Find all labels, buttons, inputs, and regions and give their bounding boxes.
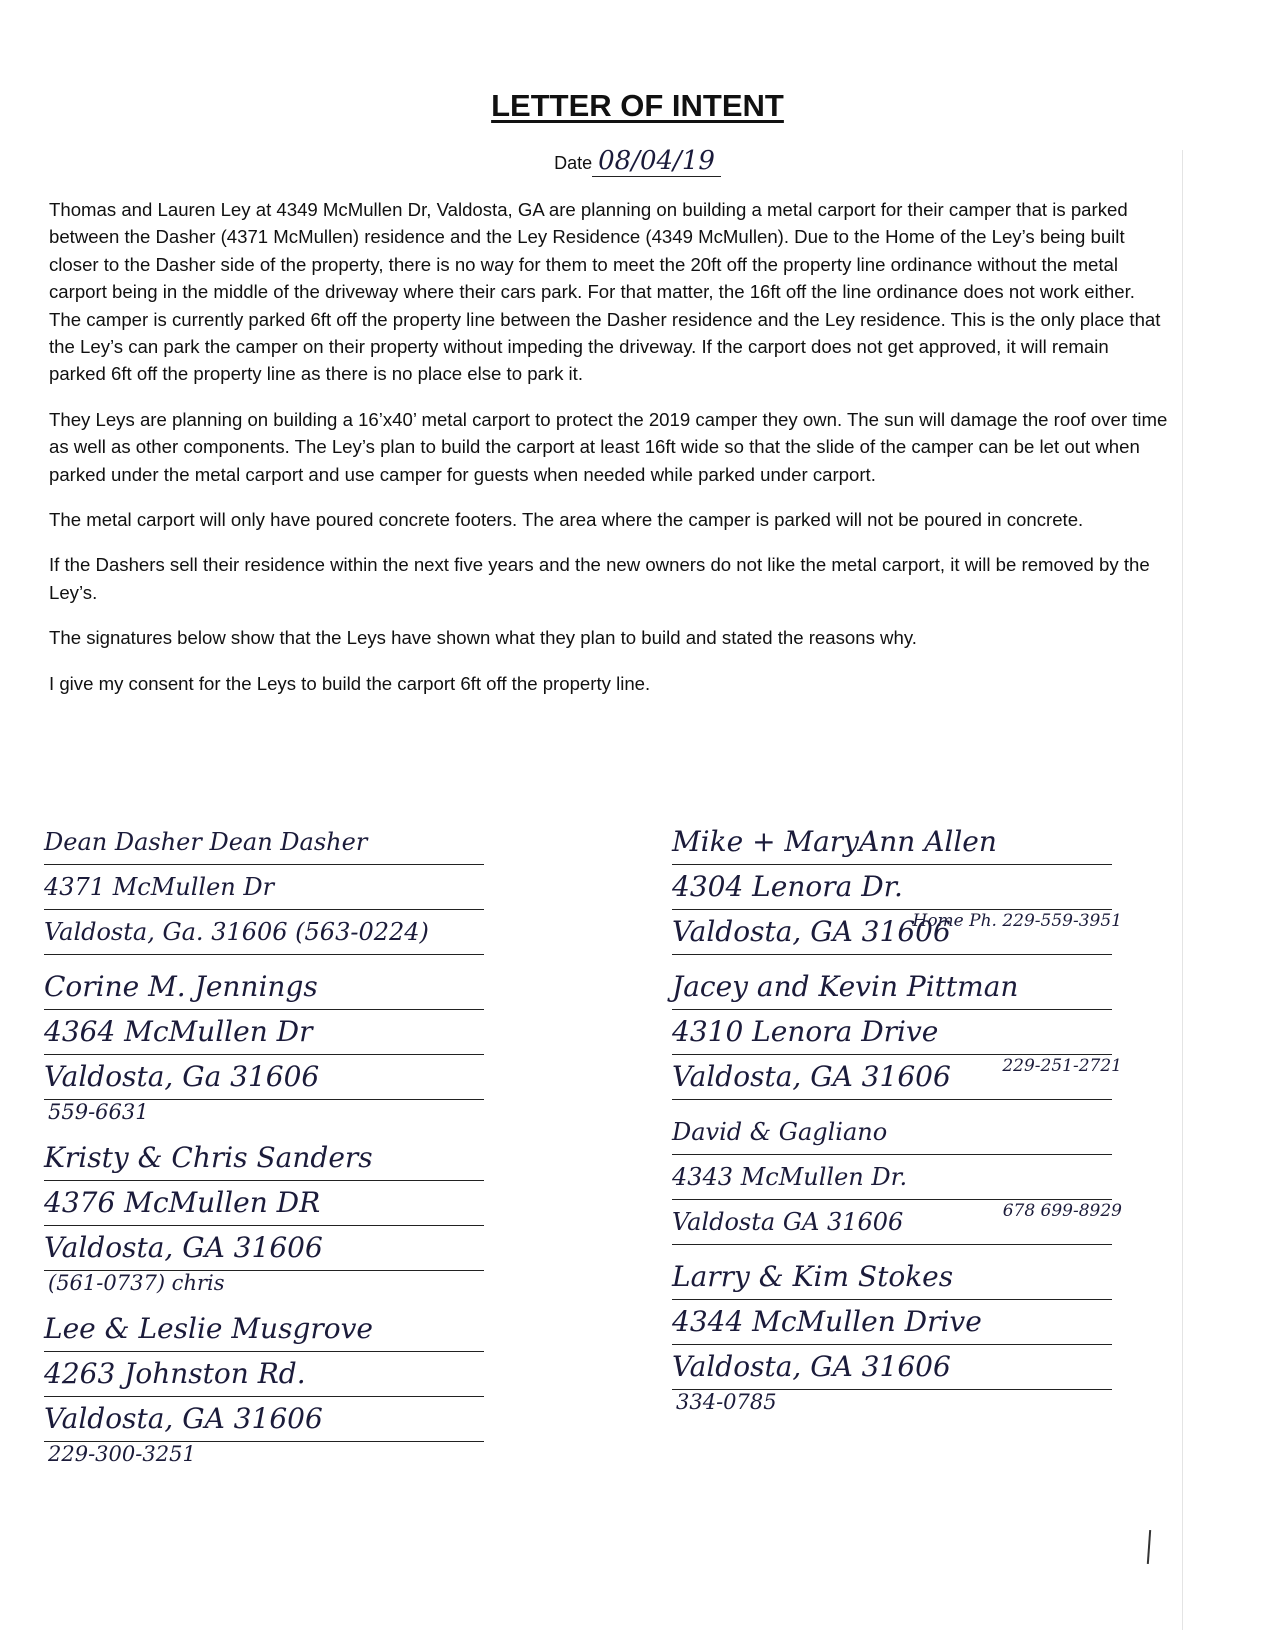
paragraph: Thomas and Lauren Ley at 4349 McMullen Dr, Valdosta, GA are planning on building a metal carport for their camper that is parked between the Dasher (4371 McMullen) residence and the Ley Residence (4349 McMullen). Due to the Home of the Ley’s being built closer to the Dasher side of the property, there is no way for them to meet the 20ft off the property line ordinance without the metal carport being in the middle of the driveway where their cars park. For that matter, the 16ft off the line ordinance does not work either. The camper is currently parked 6ft off the property line between the Dasher residence and the Ley residence. This is the only place that the Ley’s can park the camper on their property without impeding the driveway. If the carport does not get approved, it will remain parked 6ft off the property line as there is no place else to park it. <box>49 199 1161 385</box>
signature-street: 4304 Lenora Dr. <box>672 865 1112 910</box>
paragraph: If the Dashers sell their residence within the next five years and the new owners do not like the metal carport, it will be removed by the Ley’s. <box>49 554 1150 603</box>
signature-phone: 678 699-8929 <box>1002 1201 1122 1221</box>
signature-name: Corine M. Jennings <box>44 965 484 1010</box>
signature-phone: 229-300-3251 <box>48 1442 196 1466</box>
signature-name: Jacey and Kevin Pittman <box>672 965 1112 1010</box>
date-value: 08/04/19 <box>592 146 721 177</box>
signature-street: 4376 McMullen DR <box>44 1181 484 1226</box>
paragraph: They Leys are planning on building a 16’x40’ metal carport to protect the 2019 camper they own. The sun will damage the roof over time as well as other components. The Ley’s plan to build the carport at least 16ft wide so that the slide of the camper can be let out when parked under the metal carport and use camper for guests when needed while parked under carport. <box>49 408 1168 485</box>
signatures-left <box>44 820 484 1478</box>
signature-block <box>44 1136 484 1297</box>
signature-city: Valdosta, Ga. 31606 (563-0224) <box>44 910 484 955</box>
scan-edge-line <box>1182 150 1183 1630</box>
signatures-right <box>672 820 1122 1426</box>
signature-block <box>672 965 1122 1100</box>
signature-street: 4344 McMullen Drive <box>672 1300 1112 1345</box>
signature-street: 4310 Lenora Drive <box>672 1010 1112 1055</box>
signature-name: David & Gagliano <box>672 1110 1112 1155</box>
signature-city: Valdosta, GA 31606 <box>672 1060 951 1093</box>
signature-street: 4343 McMullen Dr. <box>672 1155 1112 1200</box>
signature-block <box>44 820 484 955</box>
letter-body <box>49 196 1169 715</box>
signature-city: Valdosta GA 31606 <box>672 1208 904 1236</box>
signature-name: Larry & Kim Stokes <box>672 1255 1112 1300</box>
signature-block <box>44 965 484 1126</box>
signature-city-line <box>672 1200 1122 1245</box>
signature-block <box>672 1110 1122 1245</box>
signature-city: Valdosta, GA 31606 <box>672 915 951 948</box>
signature-block <box>672 820 1122 955</box>
signature-block <box>44 1307 484 1468</box>
signature-city-line <box>672 1055 1122 1100</box>
signature-phone: 334-0785 <box>676 1390 777 1414</box>
signature-name: Mike + MaryAnn Allen <box>672 820 1112 865</box>
signature-phone: 559-6631 <box>48 1100 149 1124</box>
signature-street: 4364 McMullen Dr <box>44 1010 484 1055</box>
paragraph: I give my consent for the Leys to build the carport 6ft off the property line. <box>49 672 651 694</box>
signature-city: Valdosta, Ga 31606 <box>44 1055 484 1100</box>
signature-name: Lee & Leslie Musgrove <box>44 1307 484 1352</box>
signature-phone: 229-251-2721 <box>1002 1056 1122 1076</box>
paragraph: The signatures below show that the Leys have shown what they plan to build and stated the reasons why. <box>49 627 917 649</box>
signature-street: 4371 McMullen Dr <box>44 865 484 910</box>
signature-phone: Home Ph. 229-559-3951 <box>912 911 1122 931</box>
signature-phone: (561-0737) chris <box>48 1271 225 1295</box>
signature-block <box>672 1255 1112 1416</box>
signature-city: Valdosta, GA 31606 <box>44 1397 484 1442</box>
signature-city: Valdosta, GA 31606 <box>672 1345 1112 1390</box>
pen-mark <box>1147 1530 1151 1564</box>
document-title: LETTER OF INTENT <box>491 88 784 123</box>
date-line <box>0 146 1275 176</box>
signature-city: Valdosta, GA 31606 <box>44 1226 484 1271</box>
signature-street: 4263 Johnston Rd. <box>44 1352 484 1397</box>
signature-city-line <box>672 910 1122 955</box>
signature-name: Kristy & Chris Sanders <box>44 1136 484 1181</box>
signature-name: Dean Dasher Dean Dasher <box>44 820 484 865</box>
date-label: Date <box>554 153 593 173</box>
paragraph: The metal carport will only have poured concrete footers. The area where the camper is parked will not be poured in concrete. <box>49 509 1084 531</box>
